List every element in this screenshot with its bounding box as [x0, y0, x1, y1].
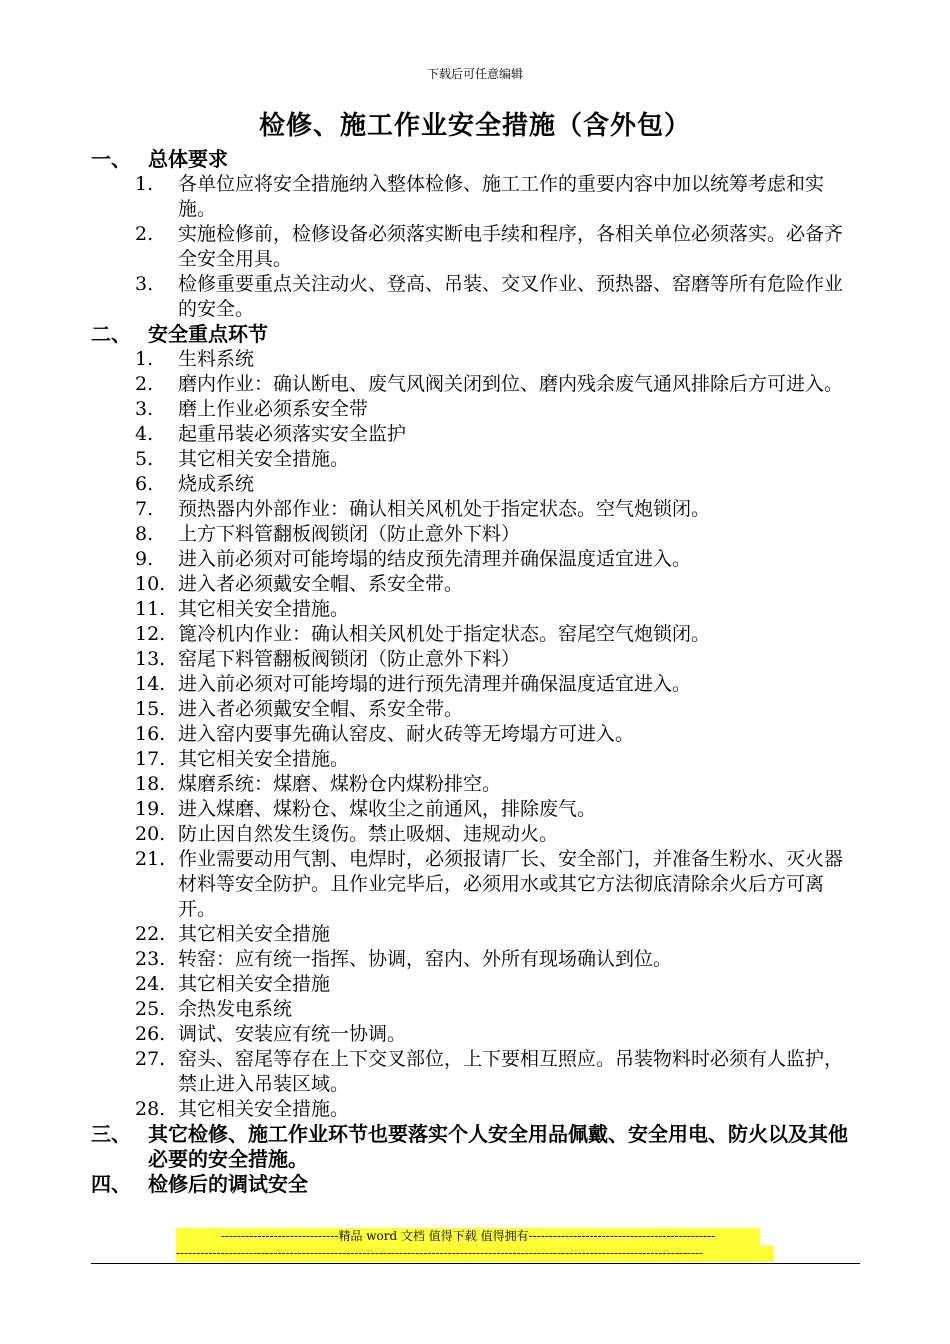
list-item-text: 起重吊装必须落实安全监护 [178, 423, 407, 445]
list-item [91, 722, 861, 747]
list-item [91, 922, 861, 947]
section-number: 二、 [91, 322, 131, 346]
list-item [91, 697, 861, 722]
list-item-text: 进入前必须对可能垮塌的进行预先清理并确保温度适宜进入。 [178, 673, 692, 695]
list-item [91, 172, 861, 222]
list-item [91, 222, 861, 272]
list-item-number: 11. [135, 598, 166, 620]
list-item-text: 进入前必须对可能垮塌的结皮预先清理并确保温度适宜进入。 [178, 548, 692, 570]
list-item [91, 447, 861, 472]
list-item-text: 篦冷机内作业：确认相关风机处于指定状态。窑尾空气炮锁闭。 [178, 623, 711, 645]
list-item-text: 进入窑内要事先确认窑皮、耐火砖等无垮塌方可进入。 [178, 723, 635, 745]
list-item-number: 17. [135, 748, 166, 770]
list-item-text: 预热器内外部作业：确认相关风机处于指定状态。空气炮锁闭。 [178, 498, 711, 520]
list-item-number: 25. [135, 998, 166, 1020]
list-item-number: 7. [135, 498, 154, 520]
list-item-text: 其它相关安全措施。 [178, 448, 350, 470]
list-item-number: 23. [135, 948, 166, 970]
list-item [91, 572, 861, 597]
list-item-number: 6. [135, 473, 154, 495]
list-item-text: 煤磨系统：煤磨、煤粉仓内煤粉排空。 [178, 773, 502, 795]
page-title: 检修、施工作业安全措施（含外包） [258, 111, 691, 141]
footer-line-1: -----------------------------精品 word 文档 值得下载 值得拥有---------------------------------------------- [176, 1228, 760, 1245]
list-item-text: 其它相关安全措施 [178, 973, 331, 995]
list-item-number: 3. [135, 398, 154, 420]
section-heading [91, 1172, 861, 1197]
list-item-text: 进入者必须戴安全帽、系安全带。 [178, 573, 464, 595]
list-item-number: 1. [135, 173, 154, 195]
list-item-text: 其它相关安全措施 [178, 923, 331, 945]
list-item-number: 21. [135, 848, 166, 870]
list-item-number: 2. [135, 223, 154, 245]
section-title: 检修后的调试安全 [148, 1172, 308, 1196]
list-item [91, 772, 861, 797]
list-item-number: 8. [135, 523, 154, 545]
list-item [91, 422, 861, 447]
list-item-number: 16. [135, 723, 166, 745]
section-heading [91, 1122, 861, 1172]
list-item-text: 检修重要重点关注动火、登高、吊装、交叉作业、预热器、窑磨等所有危险作业的安全。 [178, 273, 844, 320]
list-item-number: 22. [135, 923, 166, 945]
bottom-rule [91, 1263, 860, 1264]
list-item [91, 347, 861, 372]
list-item-text: 窑尾下料管翻板阀锁闭（防止意外下料） [178, 648, 521, 670]
list-item-number: 3. [135, 273, 154, 295]
list-item [91, 547, 861, 572]
section-heading [91, 147, 861, 172]
header-note: 下载后可任意编辑 [426, 67, 523, 81]
list-item [91, 1097, 861, 1122]
list-item-text: 实施检修前，检修设备必须落实断电手续和程序，各相关单位必须落实。必备齐全安全用具。 [178, 223, 844, 270]
list-item [91, 372, 861, 397]
list-item-text: 防止因自然发生烫伤。禁止吸烟、违规动火。 [178, 823, 559, 845]
list-item-text: 进入煤磨、煤粉仓、煤收尘之前通风，排除废气。 [178, 798, 597, 820]
list-item-text: 其它相关安全措施。 [178, 1098, 350, 1120]
list-item [91, 972, 861, 997]
list-item-number: 13. [135, 648, 166, 670]
list-item-text: 转窑：应有统一指挥、协调，窑内、外所有现场确认到位。 [178, 948, 673, 970]
document-body [91, 147, 861, 1197]
list-item-number: 12. [135, 623, 166, 645]
list-item [91, 947, 861, 972]
list-item-number: 19. [135, 798, 166, 820]
list-item [91, 1022, 861, 1047]
list-item-number: 1. [135, 348, 154, 370]
list-item-number: 28. [135, 1098, 166, 1120]
list-item [91, 472, 861, 497]
list-item-text: 作业需要动用气割、电焊时，必须报请厂长、安全部门，并准备生粉水、灭火器材料等安全防护。且作业完毕后，必须用水或其它方法彻底清除余火后方可离开。 [178, 848, 844, 920]
list-item [91, 622, 861, 647]
list-item-number: 18. [135, 773, 166, 795]
list-item-number: 2. [135, 373, 154, 395]
list-item-text: 余热发电系统 [178, 998, 293, 1020]
list-item [91, 647, 861, 672]
list-item-number: 10. [135, 573, 166, 595]
list-item [91, 522, 861, 547]
list-item-text: 烧成系统 [178, 473, 255, 495]
list-item-text: 磨内作业：确认断电、废气风阀关闭到位、磨内残余废气通风排除后方可进入。 [178, 373, 844, 395]
list-item-number: 20. [135, 823, 166, 845]
list-item [91, 747, 861, 772]
list-item-text: 生料系统 [178, 348, 255, 370]
list-item-text: 各单位应将安全措施纳入整体检修、施工工作的重要内容中加以统筹考虑和实施。 [178, 173, 825, 220]
list-item [91, 672, 861, 697]
section-number: 一、 [91, 147, 131, 171]
list-item [91, 497, 861, 522]
list-item-number: 4. [135, 423, 154, 445]
list-item [91, 797, 861, 822]
list-item-number: 27. [135, 1048, 166, 1070]
list-item-number: 24. [135, 973, 166, 995]
list-item-text: 磨上作业必须系安全带 [178, 398, 369, 420]
list-item-number: 5. [135, 448, 154, 470]
list-item-number: 26. [135, 1023, 166, 1045]
list-item [91, 997, 861, 1022]
section-number: 三、 [91, 1122, 131, 1146]
list-item-text: 窑头、窑尾等存在上下交叉部位，上下要相互照应。吊装物料时必须有人监护，禁止进入吊装区域。 [178, 1048, 844, 1095]
list-item-number: 15. [135, 698, 166, 720]
section-title: 安全重点环节 [148, 322, 268, 346]
list-item-text: 其它相关安全措施。 [178, 748, 350, 770]
list-item [91, 1047, 861, 1097]
footer-line-2: ---------------------------------------------------------------------------------------------------------------------------------- [176, 1245, 774, 1262]
list-item-text: 调试、安装应有统一协调。 [178, 1023, 407, 1045]
list-item-number: 14. [135, 673, 166, 695]
list-item [91, 597, 861, 622]
section-title: 其它检修、施工作业环节也要落实个人安全用品佩戴、安全用电、防火以及其他必要的安全措施。 [148, 1122, 848, 1171]
list-item [91, 847, 861, 922]
list-item [91, 822, 861, 847]
list-item-text: 上方下料管翻板阀锁闭（防止意外下料） [178, 523, 521, 545]
list-item-number: 9. [135, 548, 154, 570]
section-title: 总体要求 [148, 147, 228, 171]
section-heading [91, 322, 861, 347]
list-item [91, 397, 861, 422]
list-item-text: 其它相关安全措施。 [178, 598, 350, 620]
list-item [91, 272, 861, 322]
section-number: 四、 [91, 1172, 131, 1196]
list-item-text: 进入者必须戴安全帽、系安全带。 [178, 698, 464, 720]
